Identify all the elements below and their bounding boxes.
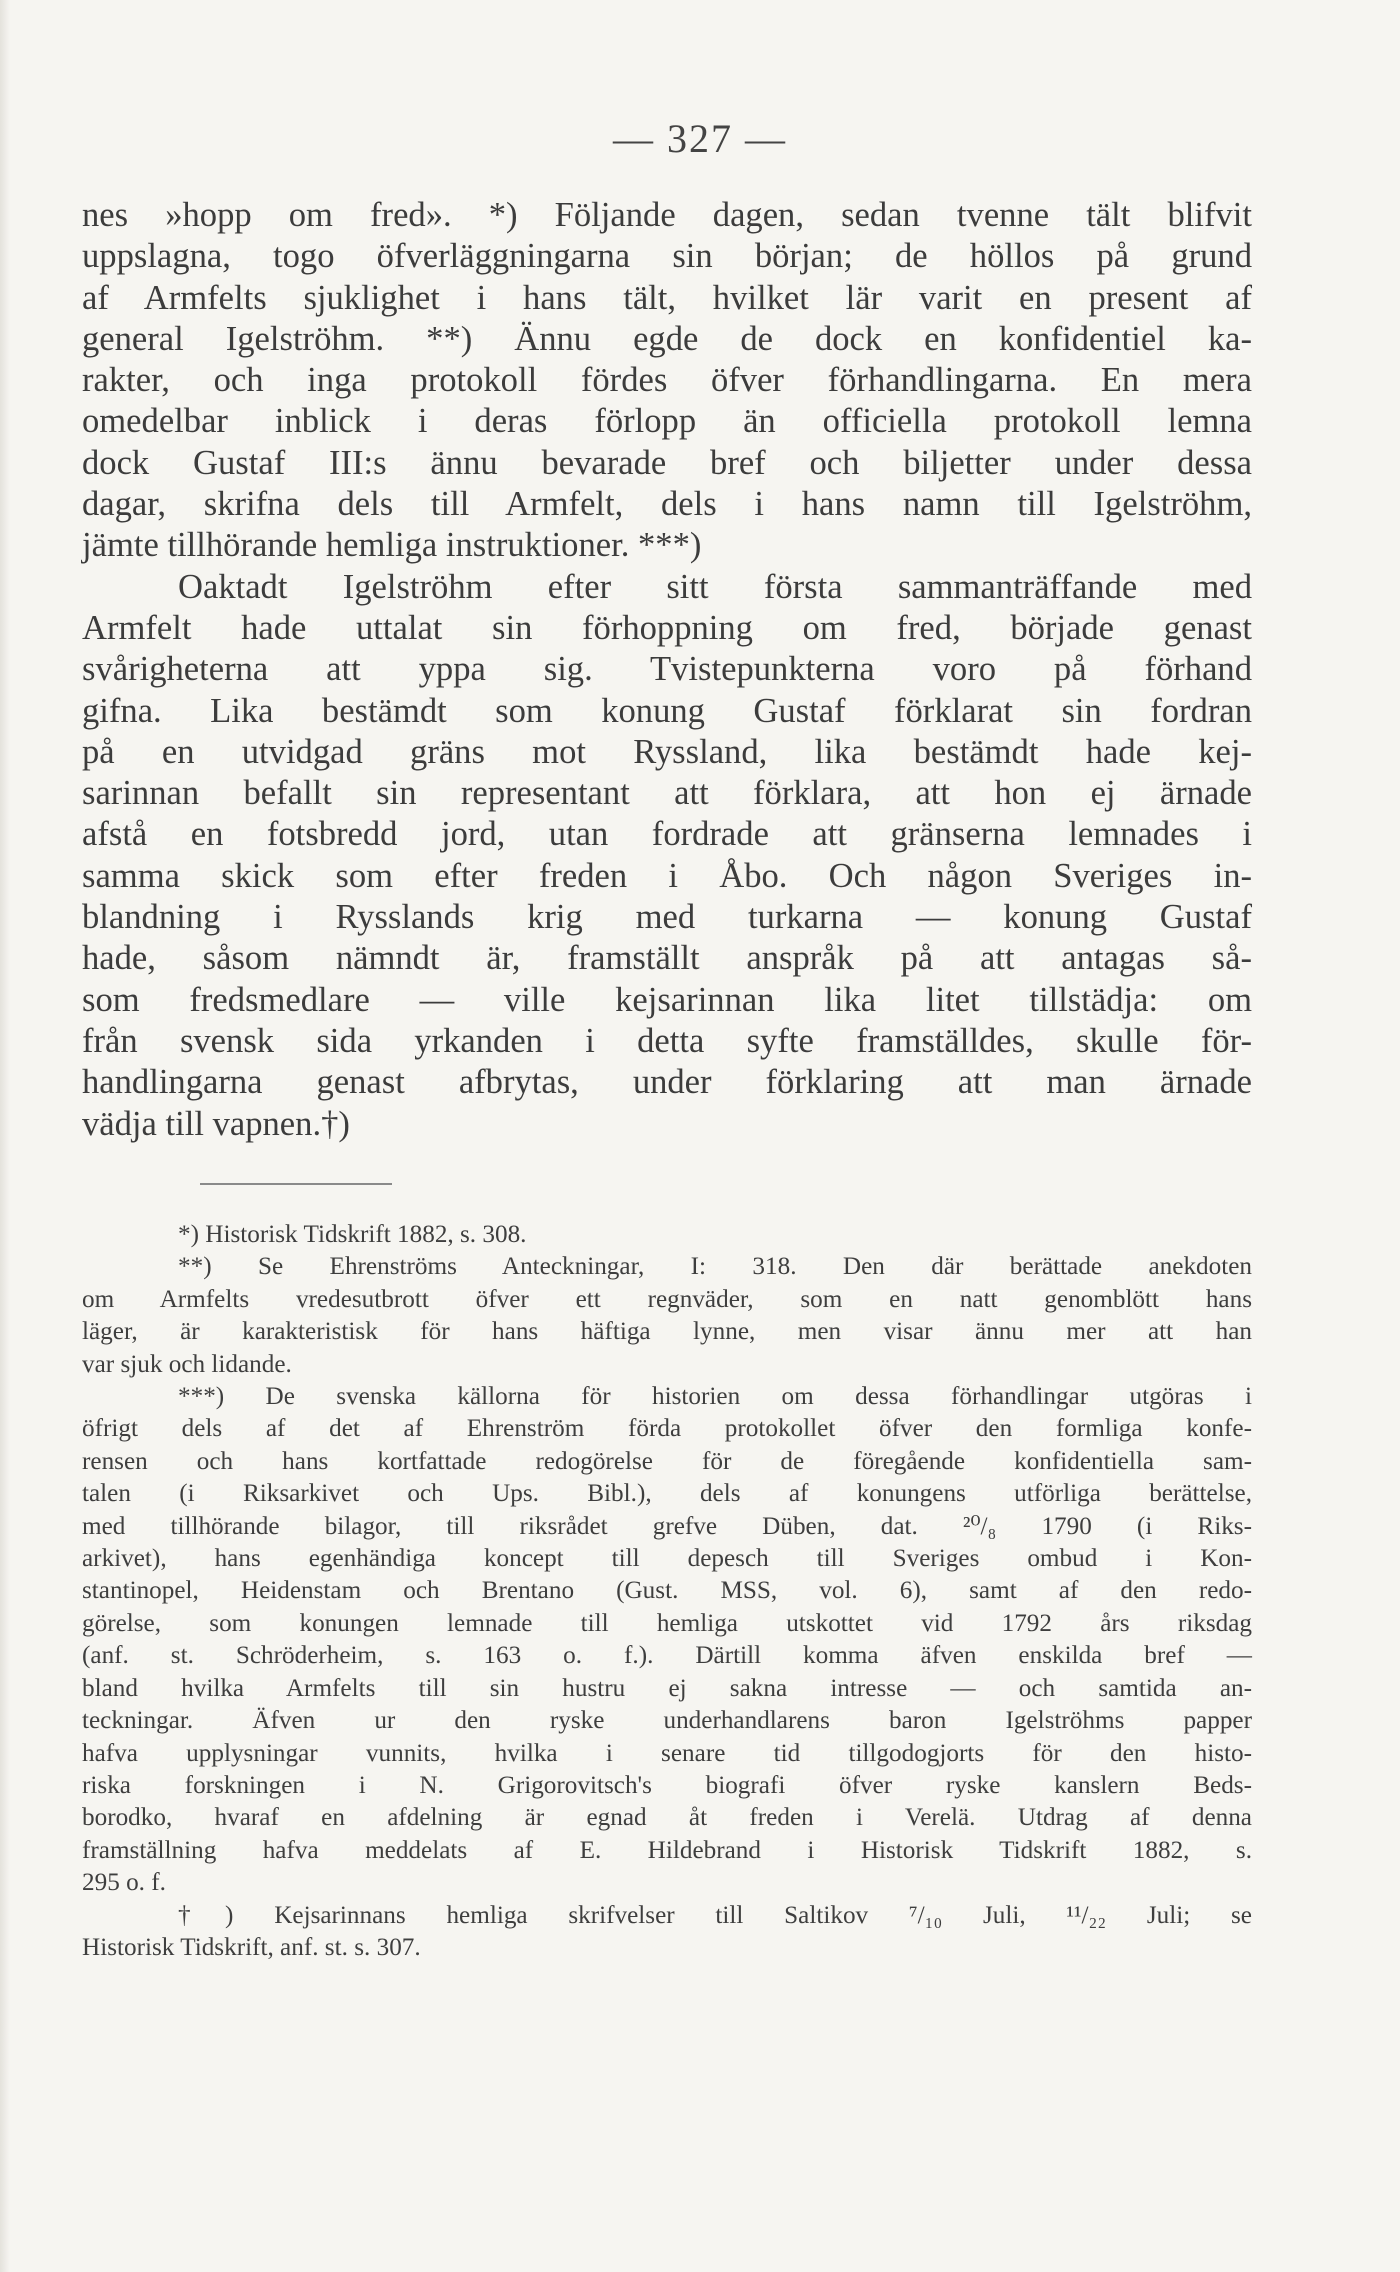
text-line: nes »hopp om fred». *) Följande dagen, sedan tvenne tält blifvit (82, 196, 1252, 234)
footnote-line: arkivet), hans egenhändiga koncept till depesch till Sveriges ombud i Kon- (82, 1545, 1252, 1573)
footnote-separator (200, 1183, 392, 1185)
text-line: general Igelströhm. **) Ännu egde de dock en konfidentiel ka- (82, 319, 1252, 358)
text-line: jämte tillhörande hemliga instruktioner. ***) (82, 526, 702, 565)
footnote-line: (anf. st. Schröderheim, s. 163 o. f.). Därtill komma äfven enskilda bref — (82, 1642, 1252, 1670)
footnote-line: *) Historisk Tidskrift 1882, s. 308. (178, 1221, 527, 1248)
main-text (82, 195, 1252, 1145)
text-line: handlingarna genast afbrytas, under förklaring att man ärnade (82, 1063, 1252, 1102)
footnote-line: bland hvilka Armfelts till sin hustru ej sakna intresse — och samtida an- (82, 1674, 1252, 1702)
text-line: gifna. Lika bestämdt som konung Gustaf förklarat sin fordran (82, 691, 1252, 730)
footnote-line: läger, är karakteristisk för hans häftiga lynne, men visar ännu mer att han (82, 1318, 1252, 1346)
page-number: — 327 — (613, 116, 787, 161)
footnote-line: riska forskningen i N. Grigorovitsch's biografi öfver ryske kanslern Beds- (82, 1771, 1252, 1799)
footnote-line: om Armfelts vredesutbrott öfver ett regnväder, som en natt genomblött hans (82, 1285, 1252, 1313)
text-line: samma skick som efter freden i Åbo. Och någon Sveriges in- (82, 856, 1252, 895)
text-line: från svensk sida yrkanden i detta syfte framställdes, skulle för- (82, 1021, 1252, 1060)
footnote-line: stantinopel, Heidenstam och Brentano (Gust. MSS, vol. 6), samt af den redo- (82, 1577, 1252, 1605)
text-line: blandning i Rysslands krig med turkarna — konung Gustaf (82, 898, 1252, 937)
text-line: omedelbar inblick i deras förlopp än officiella protokoll lemna (82, 402, 1252, 441)
footnote-line: teckningar. Äfven ur den ryske underhandlarens baron Igelströhms papper (82, 1707, 1252, 1735)
text-line: dock Gustaf III:s ännu bevarade bref och biljetter under dessa (82, 443, 1252, 482)
footnotes (82, 1219, 1252, 1964)
text-line: svårigheterna att yppa sig. Tvistepunkterna voro på förhand (82, 650, 1252, 689)
footnote-line: hafva upplysningar vunnits, hvilka i senare tid tillgodogjorts för den histo- (82, 1739, 1252, 1767)
page-edge-shadow (0, 0, 10, 2272)
footnote-line: borodko, hvaraf en afdelning är egnad åt freden i Verelä. Utdrag af denna (82, 1804, 1252, 1832)
footnote-line: med tillhörande bilagor, till riksrådet grefve Düben, dat. ²⁰/₈ 1790 (i Riks- (82, 1512, 1252, 1540)
footnote-line: talen (i Riksarkivet och Ups. Bibl.), dels af konungens utförliga berättelse, (82, 1480, 1252, 1508)
text-line: som fredsmedlare — ville kejsarinnan lika litet tillstädja: om (82, 980, 1252, 1019)
footnote-line: öfrigt dels af det af Ehrenström förda protokollet öfver den formliga konfe- (82, 1415, 1252, 1443)
text-line: på en utvidgad gräns mot Ryssland, lika bestämdt hade kej- (82, 732, 1252, 771)
footnote-line: 295 o. f. (82, 1869, 166, 1897)
text-line: rakter, och inga protokoll fördes öfver förhandlingarna. En mera (82, 361, 1252, 400)
footnote-line: Historisk Tidskrift, anf. st. s. 307. (82, 1933, 421, 1961)
text-line: dagar, skrifna dels till Armfelt, dels i hans namn till Igelströhm, (82, 485, 1252, 524)
footnote-line: **) Se Ehrenströms Anteckningar, I: 318. Den där berättade anekdoten (178, 1253, 1252, 1281)
footnote-line: †) Kejsarinnans hemliga skrifvelser till Saltikov ⁷/₁₀ Juli, ¹¹/₂₂ Juli; se (178, 1901, 1252, 1929)
text-line: vädja till vapnen.†) (82, 1104, 350, 1143)
footnote-line: ***) De svenska källorna för historien om dessa förhandlingar utgöras i (178, 1383, 1252, 1411)
text-line: sarinnan befallt sin representant att förklara, att hon ej ärnade (82, 774, 1252, 813)
footnote-line: framställning hafva meddelats af E. Hildebrand i Historisk Tidskrift 1882, s. (82, 1836, 1252, 1864)
footnote-line: görelse, som konungen lemnade till hemliga utskottet vid 1792 års riksdag (82, 1609, 1252, 1637)
text-line: Armfelt hade uttalat sin förhoppning om fred, började genast (82, 608, 1252, 647)
text-line: af Armfelts sjuklighet i hans tält, hvilket lär varit en present af (82, 278, 1252, 317)
footnote-line: rensen och hans kortfattade redogörelse för de föregående konfidentiella sam- (82, 1447, 1252, 1475)
paragraph-first-line: Oaktadt Igelströhm efter sitt första sammanträffande med (178, 567, 1252, 606)
text-line: afstå en fotsbredd jord, utan fordrade att gränserna lemnades i (82, 815, 1252, 854)
text-line: uppslagna, togo öfverläggningarna sin början; de höllos på grund (82, 237, 1252, 276)
text-line: hade, såsom nämndt är, framställt anspråk på att antagas så- (82, 939, 1252, 978)
footnote-line: var sjuk och lidande. (82, 1350, 292, 1378)
